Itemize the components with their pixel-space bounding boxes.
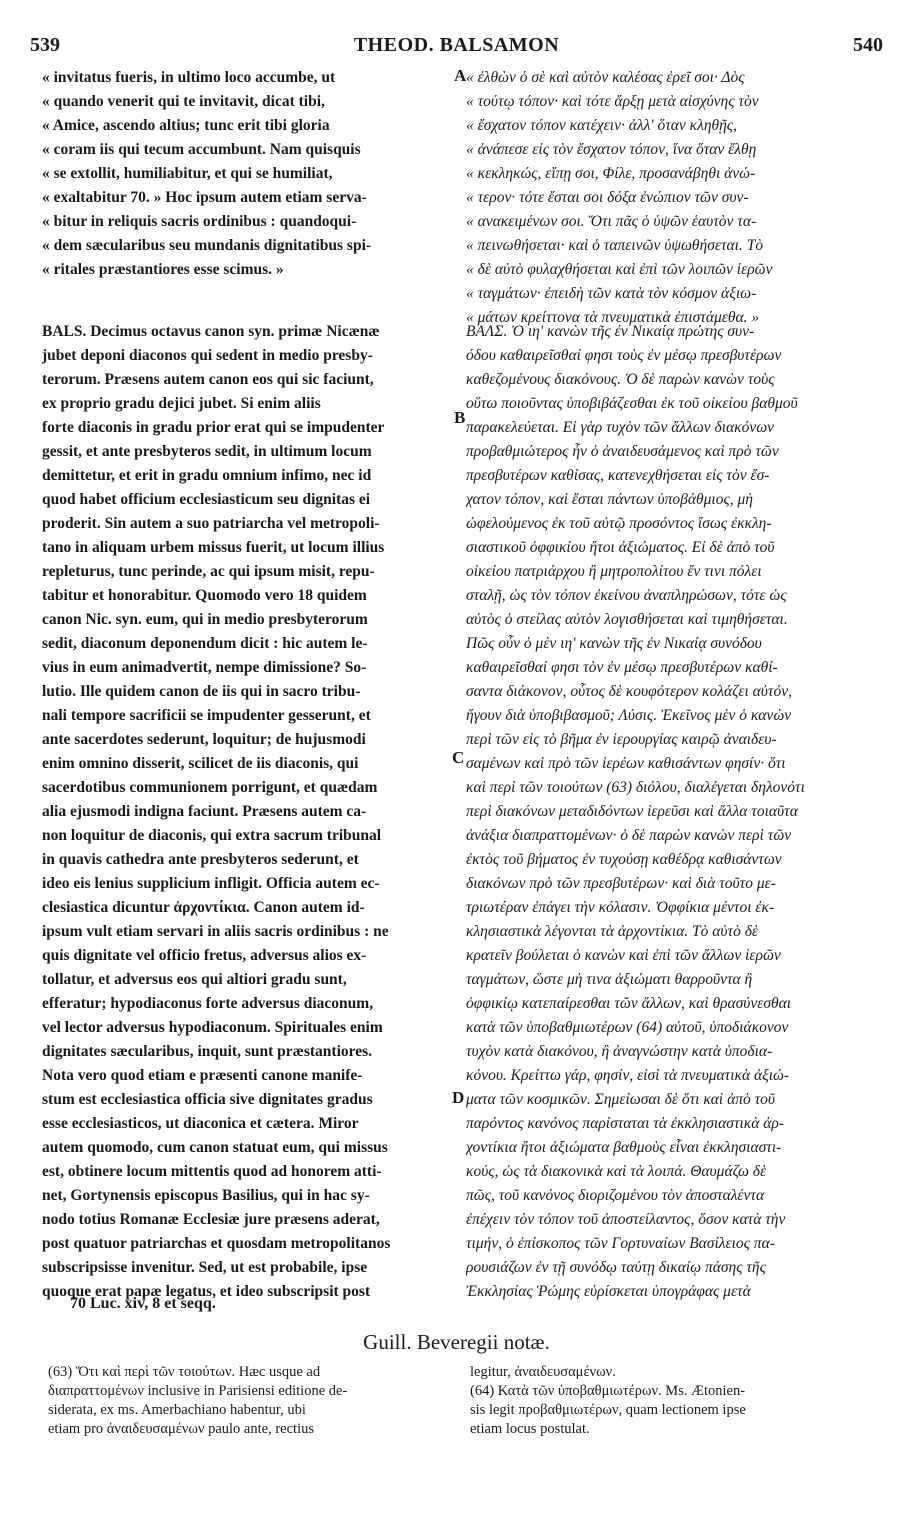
text-line: περὶ διακόνων μεταδιδόντων ἱερεῦσι καὶ ἄλλα τοιαῦτα	[466, 803, 798, 820]
text-line: in quavis cathedra ante presbyteros sederunt, et	[42, 851, 359, 868]
notes-right-column	[470, 1363, 870, 1439]
page-number-right: 540	[853, 34, 883, 56]
text-line: κόνου. Κρείττω γάρ, φησίν, εἰσὶ τὰ πνευματικὰ ἀξιώ-	[466, 1067, 790, 1084]
text-line: clesiastica dicuntur ἀρχοντίκια. Canon autem id-	[42, 899, 365, 916]
text-line: gessit, et ante presbyteros sedit, in ultimum locum	[42, 443, 372, 460]
text-line: περὶ τῶν εἰς τὸ βῆμα ἐν ἱερουργίας καιρῷ ἀναιδευ-	[466, 731, 777, 748]
text-line: όδου καθαιρεῖσθαί φησι τοὺς ἐν μέσῳ πρεσβυτέρων	[466, 347, 782, 364]
text-line: « exaltabitur 70. » Hoc ipsum autem etiam serva-	[42, 189, 367, 206]
greek-quotation-block	[466, 66, 884, 330]
text-line: κλησιαστικὰ λέγονται τὰ ἀρχοντίκια. Τὸ αὐτὸ δὲ	[466, 923, 759, 940]
text-line: « dem sæcularibus seu mundanis dignitatibus spi-	[42, 237, 372, 254]
latin-quotation-block	[42, 66, 452, 282]
text-line: διαπραττομένων inclusive in Parisiensi editione de-	[48, 1383, 348, 1399]
text-line: ὀφφικίῳ κατεπαίρεσθαι τῶν ἄλλων, καὶ θρασύνεσθαι	[466, 995, 792, 1012]
text-line: ἐπέχειν τὸν τόπον τοῦ ἀποστείλαντος, ὅσον κατὰ τὴν	[466, 1211, 786, 1228]
text-line: terorum. Præsens autem canon eos qui sic faciunt,	[42, 371, 374, 388]
text-line: quod habet officium ecclesiasticum seu dignitas ei	[42, 491, 371, 508]
text-line: ὠφελούμενος ἐκ τοῦ αὐτῷ προσόντος ἴσως ἐκκλη-	[466, 515, 772, 532]
text-line: παρακελεύεται. Εἰ γὰρ τυχὸν τῶν ἄλλων διακόνων	[466, 419, 775, 436]
greek-commentary-column	[466, 320, 884, 1304]
text-line: autem quomodo, cum canon statuat eum, qui missus	[42, 1139, 388, 1156]
text-line: « κεκληκώς, εἴπῃ σοι, Φίλε, προσανάβηθι ἀνώ-	[466, 165, 756, 182]
text-line: διακόνων πρὸ τῶν πρεσβυτέρων· καὶ διὰ τοῦτο με-	[466, 875, 776, 892]
text-line: alia ejusmodi indigna faciunt. Præsens autem ca-	[42, 803, 367, 820]
text-line: κατὰ τῶν ὑποβαθμιωτέρων (64) αὐτοῦ, ὑποδιάκονον	[466, 1019, 789, 1036]
text-line: ματα τῶν κοσμικῶν. Σημείωσαι δὲ ὅτι καὶ ἀπὸ τοῦ	[466, 1091, 776, 1108]
text-line: Nota vero quod etiam e præsenti canone manife-	[42, 1067, 363, 1084]
text-line: ΒΑΛΣ. Ὁ ιη' κανὼν τῆς ἐν Νικαίᾳ πρώτης συν-	[466, 323, 755, 340]
text-line: nodo totius Romanæ Ecclesiæ jure præsens aderat,	[42, 1211, 380, 1228]
footnote: 70 Luc. xiv, 8 et seqq.	[70, 1295, 216, 1312]
text-line: χοντίκια ἤτοι ἀξιώματα βαθμοὺς εἶναι ἐκκλησιαστι-	[466, 1139, 782, 1156]
text-line: repleturus, tunc perinde, ac qui ipsum misit, repu-	[42, 563, 375, 580]
text-line: dignitates sæcularibus, inquit, sunt præstantiores.	[42, 1043, 373, 1060]
text-line: ex proprio gradu dejici jubet. Si enim aliis	[42, 395, 321, 412]
text-line: « ἀνάπεσε εἰς τὸν ἔσχατον τόπον, ἵνα ὅταν ἔλθῃ	[466, 141, 757, 158]
text-line: σαντα διάκονον, οὗτος δὲ κουφότερον κολάζει αὐτόν,	[466, 683, 792, 700]
margin-letter-c: C	[452, 748, 465, 767]
text-line: οἰκείου πατριάρχου ἢ μητροπολίτου ἔν τινι πόλει	[466, 563, 762, 580]
text-line: ταγμάτων, ὥστε μὴ τινα ἀξιώματι θαρροῦντα ἢ	[466, 971, 753, 988]
text-line: sacerdotibus communionem porrigunt, et quædam	[42, 779, 378, 796]
text-line: τυχὸν κατὰ διακόνου, ἢ ἀναγνώστην κατὰ ὑποδια-	[466, 1043, 773, 1060]
text-line: τριωτέραν ἐπάγει τὴν κόλασιν. Ὀφφίκια μέντοι ἐκ-	[466, 899, 775, 916]
running-title: THEOD. BALSAMON	[353, 34, 560, 56]
text-line: « τούτῳ τόπον· καὶ τότε ἄρξῃ μετὰ αἰσχύνης τὸν	[466, 93, 759, 110]
text-line: est, obtinere locum mittentis quod ad honorem atti-	[42, 1163, 382, 1180]
text-line: BALS. Decimus octavus canon syn. primæ Nicænæ	[42, 323, 380, 340]
text-line: κρατεῖν βούλεται ὁ κανὼν καὶ ἐπὶ τῶν ἄλλων ἱερῶν	[466, 947, 781, 964]
text-line: « τερον· τότε ἔσται σοι δόξα ἐνώπιον τῶν συν-	[466, 189, 749, 206]
text-line: etiam locus postulat.	[470, 1421, 590, 1437]
text-line: ipsum vult etiam servari in aliis sacris ordinibus : ne	[42, 923, 389, 940]
text-line: τιμήν, ὁ ἐπίσκοπος τῶν Γορτυναίων Βασίλειος πα-	[466, 1235, 775, 1252]
text-line: jubet deponi diaconos qui sedent in medio presby-	[42, 347, 373, 364]
text-line: stum est ecclesiastica officia sive dignitates gradus	[42, 1091, 373, 1108]
text-line: ἐκτὸς τοῦ βήματος ἐν τυχούσῃ καθέδρᾳ καθισάντων	[466, 851, 782, 868]
text-line: πρεσβυτέρων καθίσας, κατενεχθήσεται εἰς τὸν ἔσ-	[466, 467, 770, 484]
latin-commentary-column	[42, 320, 452, 1304]
text-line: post quatuor patriarchas et quosdam metropolitanos	[42, 1235, 391, 1252]
text-line: ante sacerdotes sederunt, loquitur; de hujusmodi	[42, 731, 366, 748]
text-line: πῶς, τοῦ κανόνος διοριζομένου τὸν ἀποσταλέντα	[466, 1187, 765, 1204]
text-line: « ritales præstantiores esse scimus. »	[42, 261, 284, 278]
text-line: « coram iis qui tecum accumbunt. Nam quisquis	[42, 141, 361, 158]
text-line: σταλῇ, ὡς τὸν τόπον ἐκείνου ἀναπληρώσων, τότε ὡς	[466, 587, 787, 604]
margin-letter-a: A	[454, 66, 467, 85]
text-line: quoque erat papæ legatus, et ideo subscripsit post	[42, 1283, 371, 1300]
margin-letter-b: B	[454, 408, 466, 427]
text-line: vius in eum animadvertit, nempe dimissione? So-	[42, 659, 367, 676]
text-line: καθαιρεῖσθαί φησι τὸν ἐν μέσῳ πρεσβυτέρων καθί-	[466, 659, 778, 676]
text-line: « πεινωθήσεται· καὶ ὁ ταπεινῶν ὑψωθήσεται. Τὸ	[466, 237, 764, 254]
text-line: ρουσιάζων ἐν τῇ συνόδῳ ταύτῃ δικαίῳ πάσης τῆς	[466, 1259, 766, 1276]
text-line: « μάτων κρείττονα τὰ πνευματικὰ ἐπιστάμεθα. »	[466, 309, 760, 326]
text-line: « ανακειμένων σοι. Ὅτι πᾶς ὁ ὑψῶν ἑαυτὸν τα-	[466, 213, 757, 230]
text-line: non loquitur de diaconis, qui extra sacrum tribunal	[42, 827, 382, 844]
text-line: « Amice, ascendo altius; tunc erit tibi gloria	[42, 117, 330, 134]
text-line: tabitur et honorabitur. Quomodo vero 18 quidem	[42, 587, 367, 604]
text-line: enim omnino disserit, scilicet de iis diaconis, qui	[42, 755, 359, 772]
text-line: ἀνάξια διαπραττομένων· ὁ δὲ παρὼν κανὼν περὶ τῶν	[466, 827, 792, 844]
text-line: legitur, ἀναιδευσαμένων.	[470, 1364, 616, 1380]
text-line: καθεζομένους διακόνους. Ὁ δὲ παρὼν κανὼν τοὺς	[466, 371, 775, 388]
text-line: sis legit προβαθμιωτέρων, quam lectionem ipse	[470, 1402, 746, 1418]
text-line: canon Nic. syn. eum, qui in medio presbyterorum	[42, 611, 368, 628]
text-line: Πῶς οὖν ὁ μὲν ιη' κανὼν τῆς ἐν Νικαίᾳ συνόδου	[466, 635, 762, 652]
text-line: « ἐλθὼν ὁ σὲ καὶ αὐτὸν καλέσας ἐρεῖ σοι· Δὸς	[466, 69, 745, 86]
text-line: καὶ περὶ τῶν τοιούτων (63) διόλου, διαλέγεται δηλονότι	[466, 779, 805, 796]
page-number-left: 539	[30, 34, 60, 56]
text-line: ἤγουν διὰ ὑποβιβασμοῦ; Λύσις. Ἐκεῖνος μὲν ὁ κανὼν	[466, 707, 792, 724]
text-line: Ἐκκλησίας Ῥώμης εὑρίσκεται ὑπογράφας μετὰ	[466, 1283, 751, 1300]
text-line: « bitur in reliquis sacris ordinibus : quandoqui-	[42, 213, 357, 230]
text-line: « ταγμάτων· ἐπειδὴ τῶν κατὰ τὸν κόσμον ἀξιω-	[466, 285, 757, 302]
text-line: esse ecclesiasticos, ut diaconica et cætera. Miror	[42, 1115, 359, 1132]
text-line: nali tempore sacrificii se impudenter gesserunt, et	[42, 707, 371, 724]
text-line: proderit. Sin autem a suo patriarcha vel metropoli-	[42, 515, 380, 532]
text-line: οὕτω ποιοῦντας ὑποβιβάζεσθαι ἐκ τοῦ οἰκείου βαθμοῦ	[466, 395, 798, 412]
text-line: tollatur, et adversus eos qui altiori gradu sunt,	[42, 971, 347, 988]
text-line: σιαστικοῦ ὀφφικίου ἤτοι ἀξιώματος. Εἰ δὲ ἀπὸ τοῦ	[466, 539, 775, 556]
text-line: net, Gortynensis episcopus Basilius, qui in hac sy-	[42, 1187, 370, 1204]
text-line: sedit, diaconum deponendum dicit : hic autem le-	[42, 635, 368, 652]
text-line: efferatur; hypodiaconus forte adversus diaconum,	[42, 995, 374, 1012]
text-line: lutio. Ille quidem canon de iis qui in sacro tribu-	[42, 683, 361, 700]
text-line: χατον τόπον, καὶ ἔσται πάντων ὑποβάθμιος, μὴ	[466, 491, 753, 508]
text-line: αὐτὸς ὁ στείλας αὐτὸν λογισθήσεται καὶ τιμηθήσεται.	[466, 611, 788, 628]
text-line: « quando venerit qui te invitavit, dicat tibi,	[42, 93, 325, 110]
text-line: « ἔσχατον τόπον κατέχειν· ἀλλ' ὅταν κληθῇς,	[466, 117, 737, 134]
text-line: (64) Κατὰ τῶν ὑποβαθμιωτέρων. Ms. Ætonien-	[470, 1383, 746, 1399]
text-line: « δὲ αὐτὸ φυλαχθήσεται καὶ ἐπὶ τῶν λοιπῶν ἱερῶν	[466, 261, 773, 278]
text-line: demittetur, et erit in gradu omnium infimo, nec id	[42, 467, 372, 484]
text-line: σαμένων καὶ πρὸ τῶν ἱερέων καθισάντων φησίν· ὅτι	[466, 755, 786, 772]
text-line: κούς, ὡς τὰ διακονικὰ καὶ τὰ λοιπά. Θαυμάζω δὲ	[466, 1163, 767, 1180]
text-line: προβαθμιώτερος ἦν ὁ ἀναιδευσάμενος καὶ πρὸ τῶν	[466, 443, 779, 460]
text-line: siderata, ex ms. Amerbachiano habentur, ubi	[48, 1402, 306, 1418]
notes-left-column	[48, 1363, 448, 1439]
notes-title: Guill. Beveregii notæ.	[363, 1330, 550, 1354]
text-line: (63) Ὅτι καὶ περὶ τῶν τοιούτων. Hæc usque ad	[48, 1364, 321, 1380]
text-line: ideo eis lenius supplicium infligit. Officia autem ec-	[42, 875, 380, 892]
text-line: παρόντος κανόνος παρίσταται τὰ ἐκκλησιαστικὰ ἀρ-	[466, 1115, 784, 1132]
text-line: forte diaconis in gradu prior erat qui se impudenter	[42, 419, 385, 436]
text-line: etiam pro ἀναιδευσαμένων paulo ante, rectius	[48, 1421, 314, 1437]
text-line: quis dignitate vel officio fretus, adversus alios ex-	[42, 947, 367, 964]
text-line: tano in aliquam urbem missus fuerit, ut locum illius	[42, 539, 385, 556]
text-line: subscripsisse invenitur. Sed, ut est probabile, ipse	[42, 1259, 368, 1276]
text-line: « invitatus fueris, in ultimo loco accumbe, ut	[42, 69, 336, 86]
page-header	[30, 34, 883, 62]
text-line: vel lector adversus hypodiaconum. Spirituales enim	[42, 1019, 383, 1036]
margin-letter-d: D	[452, 1088, 465, 1107]
text-line: « se extollit, humiliabitur, et qui se humiliat,	[42, 165, 333, 182]
